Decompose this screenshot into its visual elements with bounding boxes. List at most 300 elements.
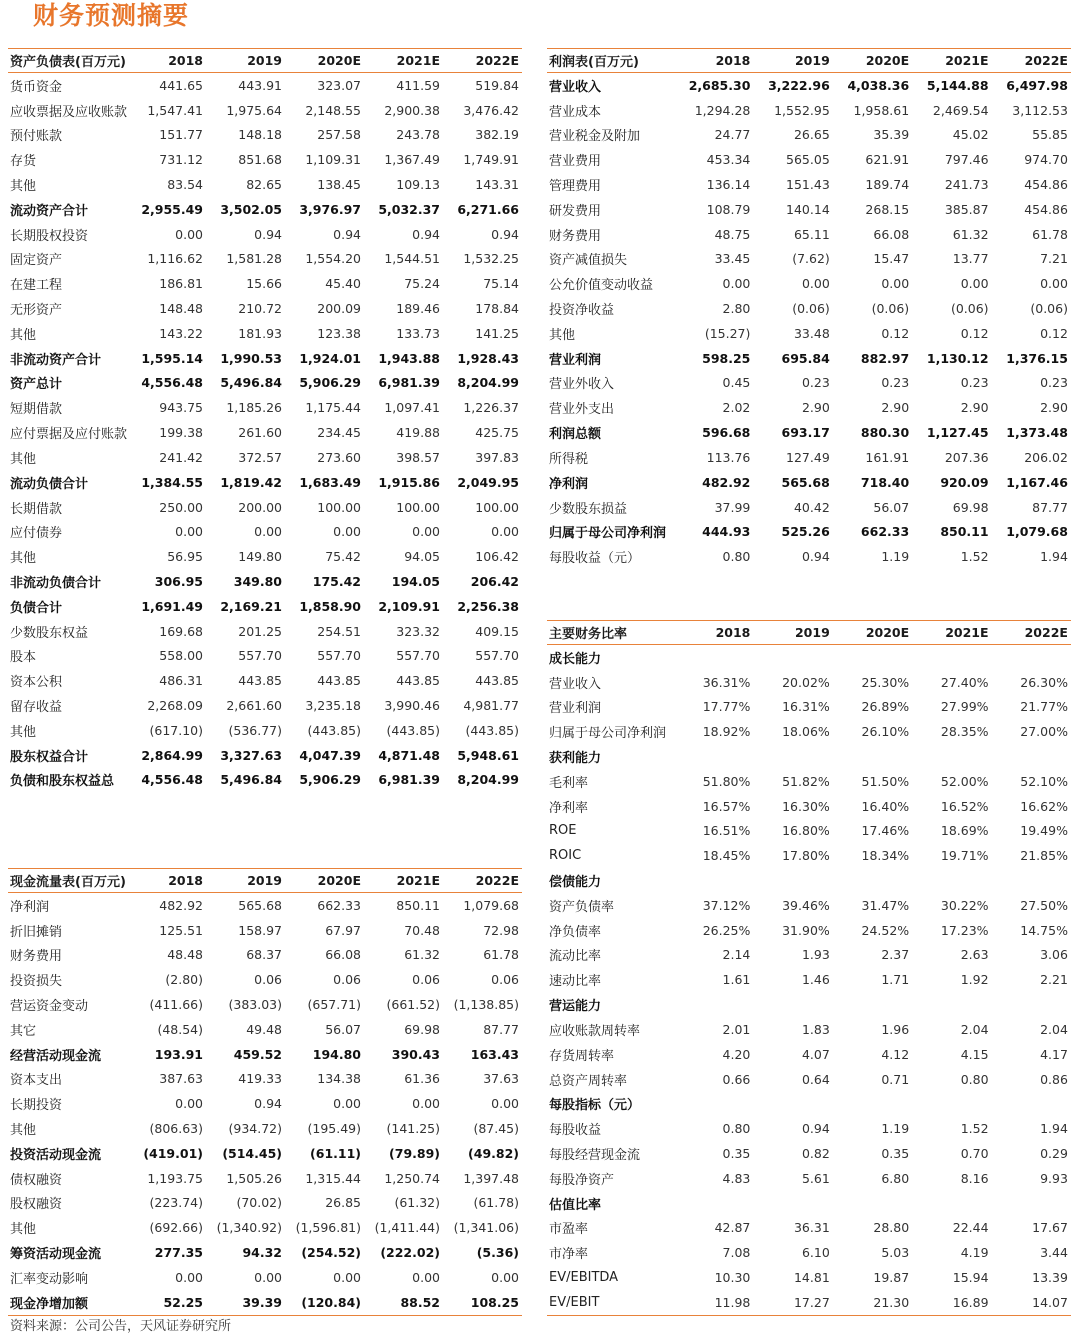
row-value: 0.00 bbox=[175, 226, 203, 242]
ratios-row bbox=[547, 769, 1071, 794]
row-value: 1,819.42 bbox=[220, 474, 282, 490]
balance-sheet-row bbox=[8, 619, 522, 644]
row-value: 0.45 bbox=[722, 375, 751, 391]
row-label: 速动比率 bbox=[549, 974, 602, 990]
row-value: 1,532.25 bbox=[463, 251, 519, 267]
row-label: 其他 bbox=[10, 1123, 37, 1139]
cash-flow-row bbox=[8, 942, 522, 967]
row-value: 49.48 bbox=[246, 1021, 282, 1037]
row-label: 利润总额 bbox=[549, 427, 602, 443]
row-value: 4.20 bbox=[722, 1046, 751, 1062]
row-value: 0.35 bbox=[722, 1145, 751, 1161]
row-value: (2.80) bbox=[165, 972, 203, 988]
row-value: 199.38 bbox=[159, 425, 204, 441]
row-value: 27.50% bbox=[1020, 897, 1068, 913]
row-value: 1,928.43 bbox=[457, 350, 519, 366]
row-value: 2,268.09 bbox=[147, 698, 203, 714]
row-label: 债权融资 bbox=[10, 1172, 63, 1188]
balance-sheet-row bbox=[8, 395, 522, 420]
row-label: 其他 bbox=[10, 724, 37, 740]
row-value: 61.32 bbox=[952, 226, 989, 242]
row-value: 3,327.63 bbox=[220, 747, 282, 763]
row-value: 16.62% bbox=[1020, 798, 1068, 814]
row-value: 178.84 bbox=[475, 301, 519, 317]
row-value: 0.23 bbox=[881, 375, 910, 391]
row-value: 5,144.88 bbox=[926, 77, 989, 93]
row-value: 17.27 bbox=[793, 1294, 830, 1310]
income-statement-row bbox=[547, 271, 1071, 296]
row-label: 流动资产合计 bbox=[10, 203, 89, 219]
row-label: 研发费用 bbox=[549, 203, 602, 219]
row-value: 17.80% bbox=[782, 848, 830, 864]
income-statement-row bbox=[547, 371, 1071, 396]
row-value: 5,496.84 bbox=[220, 375, 282, 391]
ratios-row bbox=[547, 694, 1071, 719]
row-value: 323.07 bbox=[317, 77, 361, 93]
row-value: 443.85 bbox=[475, 673, 519, 689]
ratios-row bbox=[547, 1091, 1071, 1116]
row-value: 693.17 bbox=[781, 425, 830, 441]
row-value: 133.73 bbox=[396, 325, 440, 341]
row-value: 0.35 bbox=[881, 1145, 910, 1161]
row-value: 3,502.05 bbox=[220, 201, 282, 217]
row-value: 22.44 bbox=[952, 1220, 989, 1236]
row-value: 1,858.90 bbox=[299, 598, 361, 614]
row-value: (7.62) bbox=[792, 251, 830, 267]
row-value: 0.71 bbox=[881, 1071, 910, 1087]
row-value: 19.71% bbox=[940, 848, 989, 864]
row-value: (661.52) bbox=[386, 996, 440, 1012]
row-value: 2.21 bbox=[1040, 972, 1068, 988]
balance-sheet-row bbox=[8, 247, 522, 272]
row-value: 94.05 bbox=[404, 549, 440, 565]
row-value: 61.78 bbox=[483, 947, 519, 963]
row-value: 4,047.39 bbox=[299, 747, 361, 763]
row-label: 负债和股东权益总 bbox=[10, 774, 115, 790]
row-label: 货币资金 bbox=[10, 79, 63, 95]
row-value: 372.57 bbox=[238, 449, 282, 465]
row-label: 每股收益 bbox=[549, 1123, 602, 1139]
ratios-row bbox=[547, 744, 1071, 769]
balance-sheet-row bbox=[8, 147, 522, 172]
row-value: 0.12 bbox=[881, 325, 910, 341]
row-value: 141.25 bbox=[475, 325, 519, 341]
row-value: 30.22% bbox=[940, 897, 989, 913]
row-label: 负债合计 bbox=[10, 600, 63, 616]
row-value: 1,109.31 bbox=[305, 152, 361, 168]
balance-sheet-row bbox=[8, 668, 522, 693]
cash-flow-row bbox=[8, 1265, 522, 1290]
row-value: 201.25 bbox=[238, 623, 282, 639]
row-value: 3,112.53 bbox=[1012, 102, 1068, 118]
row-value: 1.83 bbox=[801, 1021, 830, 1037]
row-value: 1.92 bbox=[960, 972, 989, 988]
row-value: 45.40 bbox=[325, 276, 361, 292]
row-value: 75.14 bbox=[483, 276, 519, 292]
ratios-row bbox=[547, 645, 1071, 670]
row-value: 100.00 bbox=[317, 499, 361, 515]
row-value: 14.07 bbox=[1032, 1294, 1068, 1310]
row-value: 2,685.30 bbox=[688, 77, 751, 93]
row-value: 3,476.42 bbox=[463, 102, 520, 118]
row-value: 27.00% bbox=[1020, 724, 1068, 740]
row-value: 0.00 bbox=[175, 524, 203, 540]
row-value: 17.46% bbox=[861, 823, 910, 839]
row-value: 149.80 bbox=[238, 549, 282, 565]
row-value: 61.32 bbox=[404, 947, 440, 963]
row-value: 731.12 bbox=[159, 152, 203, 168]
row-value: 1,294.28 bbox=[694, 102, 751, 118]
row-value: 1,185.26 bbox=[226, 400, 282, 416]
row-label: 投资净收益 bbox=[549, 303, 615, 319]
row-value: 557.70 bbox=[475, 648, 519, 664]
row-value: 0.00 bbox=[412, 524, 440, 540]
cash-flow-row bbox=[8, 1240, 522, 1265]
row-value: 565.05 bbox=[786, 152, 830, 168]
row-value: 5,948.61 bbox=[457, 747, 519, 763]
row-value: 558.00 bbox=[159, 648, 203, 664]
row-value: 21.77% bbox=[1020, 699, 1068, 715]
balance-sheet-row bbox=[8, 544, 522, 569]
row-value: 1,691.49 bbox=[141, 598, 203, 614]
row-label: 资产总计 bbox=[10, 377, 63, 393]
row-value: 210.72 bbox=[238, 301, 282, 317]
row-value: 9.93 bbox=[1040, 1170, 1068, 1186]
row-value: 268.15 bbox=[865, 201, 910, 217]
balance-sheet-row bbox=[8, 594, 522, 619]
source-note: 资料来源：公司公告，天风证券研究所 bbox=[10, 1319, 232, 1334]
row-value: 382.19 bbox=[475, 127, 519, 143]
row-value: 349.80 bbox=[233, 573, 282, 589]
row-value: 1,683.49 bbox=[299, 474, 361, 490]
row-label: 留存收益 bbox=[10, 700, 63, 716]
row-value: 596.68 bbox=[702, 425, 751, 441]
row-label: 营业利润 bbox=[549, 701, 602, 717]
row-value: 0.12 bbox=[960, 325, 989, 341]
row-value: (61.11) bbox=[310, 1145, 361, 1161]
row-value: (222.02) bbox=[380, 1245, 440, 1261]
row-value: 1.94 bbox=[1040, 1121, 1068, 1137]
row-value: 26.85 bbox=[325, 1195, 361, 1211]
balance-sheet-row bbox=[8, 346, 522, 371]
row-value: 1.19 bbox=[881, 1121, 910, 1137]
row-value: 61.78 bbox=[1032, 226, 1068, 242]
row-label: 净负债率 bbox=[549, 924, 602, 940]
row-value: 51.80% bbox=[702, 773, 751, 789]
row-value: 454.86 bbox=[1024, 201, 1068, 217]
cash-flow-table bbox=[8, 868, 522, 1316]
row-value: 443.91 bbox=[238, 77, 282, 93]
row-label: 其他 bbox=[10, 327, 37, 343]
row-value: 2,469.54 bbox=[932, 102, 989, 118]
row-value: 0.23 bbox=[1040, 375, 1068, 391]
row-value: 11.98 bbox=[714, 1294, 751, 1310]
row-value: 207.36 bbox=[944, 449, 989, 465]
income-statement-table bbox=[547, 48, 1071, 569]
balance-sheet-title: 资产负债表(百万元) bbox=[10, 54, 126, 70]
ratios-header-row bbox=[547, 620, 1071, 645]
row-value: 0.00 bbox=[1040, 276, 1068, 292]
cash-flow-row bbox=[8, 1042, 522, 1067]
ratios-row bbox=[547, 943, 1071, 968]
row-value: 28.80 bbox=[873, 1220, 910, 1236]
row-label: 毛利率 bbox=[549, 775, 589, 791]
row-value: (1,341.06) bbox=[453, 1220, 519, 1236]
row-label: 营业成本 bbox=[549, 104, 602, 120]
row-value: 4,038.36 bbox=[847, 77, 910, 93]
row-value: (443.85) bbox=[465, 722, 519, 738]
row-value: 18.92% bbox=[702, 724, 751, 740]
ratios-row bbox=[547, 893, 1071, 918]
row-value: 21.85% bbox=[1020, 848, 1068, 864]
row-value: 1.46 bbox=[801, 972, 830, 988]
ratios-row bbox=[547, 1265, 1071, 1290]
row-label: 在建工程 bbox=[10, 278, 63, 294]
row-value: 5.03 bbox=[881, 1245, 910, 1261]
row-value: 37.63 bbox=[483, 1071, 519, 1087]
year-column-header: 2019 bbox=[794, 624, 830, 640]
income-statement-row bbox=[547, 470, 1071, 495]
balance-sheet-row bbox=[8, 495, 522, 520]
row-value: 69.98 bbox=[952, 499, 989, 515]
row-value: 28.35% bbox=[940, 724, 989, 740]
row-value: 2,256.38 bbox=[457, 598, 519, 614]
ratios-row bbox=[547, 868, 1071, 893]
row-label: 预付账款 bbox=[10, 129, 63, 145]
row-value: 0.00 bbox=[412, 1096, 440, 1112]
row-label: 营业外支出 bbox=[549, 402, 615, 418]
row-value: 254.51 bbox=[317, 623, 361, 639]
row-value: 148.18 bbox=[238, 127, 282, 143]
row-value: 525.26 bbox=[781, 524, 830, 540]
row-value: 33.48 bbox=[793, 325, 830, 341]
row-value: 306.95 bbox=[154, 573, 203, 589]
row-value: 75.24 bbox=[404, 276, 440, 292]
row-value: 39.46% bbox=[782, 897, 830, 913]
row-value: 5,496.84 bbox=[220, 772, 282, 788]
row-value: 1,315.44 bbox=[305, 1170, 361, 1186]
row-value: (254.52) bbox=[301, 1245, 361, 1261]
row-value: 16.80% bbox=[782, 823, 830, 839]
row-value: 486.31 bbox=[159, 673, 203, 689]
row-value: 454.86 bbox=[1024, 176, 1068, 192]
row-value: 0.12 bbox=[1040, 325, 1068, 341]
row-value: 0.66 bbox=[722, 1071, 751, 1087]
cash-flow-row bbox=[8, 1017, 522, 1042]
row-value: 109.13 bbox=[396, 176, 440, 192]
row-value: (15.27) bbox=[704, 325, 751, 341]
year-column-header: 2018 bbox=[168, 872, 203, 888]
income-statement-row bbox=[547, 445, 1071, 470]
row-value: (657.71) bbox=[307, 996, 361, 1012]
balance-sheet-row bbox=[8, 420, 522, 445]
row-value: 4,556.48 bbox=[141, 772, 203, 788]
row-value: 0.00 bbox=[960, 276, 989, 292]
row-value: 241.73 bbox=[944, 176, 989, 192]
row-value: 19.49% bbox=[1020, 823, 1068, 839]
row-value: 3.06 bbox=[1040, 947, 1068, 963]
row-value: 0.86 bbox=[1040, 1071, 1068, 1087]
row-value: 1,749.91 bbox=[463, 152, 519, 168]
row-value: 48.48 bbox=[167, 947, 203, 963]
row-value: (514.45) bbox=[222, 1145, 282, 1161]
row-value: (87.45) bbox=[473, 1121, 519, 1137]
row-label: 应付票据及应付账款 bbox=[10, 427, 128, 443]
row-value: 16.57% bbox=[702, 798, 751, 814]
row-value: 0.94 bbox=[254, 226, 282, 242]
row-value: 4.12 bbox=[881, 1046, 910, 1062]
row-value: 82.65 bbox=[246, 176, 282, 192]
row-value: 6,981.39 bbox=[378, 375, 440, 391]
row-value: 2.90 bbox=[1040, 400, 1068, 416]
row-value: 0.06 bbox=[412, 972, 440, 988]
row-value: 0.06 bbox=[254, 972, 282, 988]
row-value: 1,990.53 bbox=[220, 350, 282, 366]
row-value: 243.78 bbox=[396, 127, 440, 143]
income-statement-row bbox=[547, 346, 1071, 371]
row-label: 其他 bbox=[10, 451, 37, 467]
row-value: 1,397.48 bbox=[463, 1170, 519, 1186]
row-value: 200.09 bbox=[317, 301, 361, 317]
row-value: 2.04 bbox=[1040, 1021, 1068, 1037]
row-value: (536.77) bbox=[228, 722, 282, 738]
cash-flow-row bbox=[8, 1141, 522, 1166]
row-value: 398.57 bbox=[396, 449, 440, 465]
cash-flow-title: 现金流量表(百万元) bbox=[10, 874, 126, 890]
row-value: 45.02 bbox=[952, 127, 989, 143]
row-value: (0.06) bbox=[871, 301, 910, 317]
row-value: 66.08 bbox=[873, 226, 910, 242]
row-value: 26.30% bbox=[1020, 674, 1068, 690]
row-value: 1,127.45 bbox=[926, 425, 989, 441]
row-value: 6,271.66 bbox=[457, 201, 519, 217]
row-value: 273.60 bbox=[317, 449, 361, 465]
row-value: 5,032.37 bbox=[378, 201, 440, 217]
ratios-row bbox=[547, 819, 1071, 844]
row-value: 850.11 bbox=[940, 524, 989, 540]
row-value: 1.71 bbox=[881, 972, 910, 988]
row-value: 409.15 bbox=[475, 623, 519, 639]
row-value: (79.89) bbox=[389, 1145, 440, 1161]
row-value: (141.25) bbox=[386, 1121, 440, 1137]
row-label: 其他 bbox=[10, 1222, 37, 1238]
row-value: 2.80 bbox=[722, 301, 751, 317]
row-value: 598.25 bbox=[702, 350, 751, 366]
row-label: EV/EBIT bbox=[549, 1294, 600, 1310]
row-value: 1,915.86 bbox=[378, 474, 440, 490]
financial-ratios-table bbox=[547, 620, 1071, 1316]
row-value: 257.58 bbox=[317, 127, 361, 143]
year-column-header: 2018 bbox=[715, 624, 751, 640]
row-value: 56.07 bbox=[873, 499, 910, 515]
row-value: 87.77 bbox=[1032, 499, 1068, 515]
ratios-row bbox=[547, 719, 1071, 744]
row-value: 206.42 bbox=[470, 573, 519, 589]
row-value: (0.06) bbox=[1030, 301, 1068, 317]
row-label: 非流动负债合计 bbox=[10, 575, 102, 591]
row-value: 1.19 bbox=[881, 549, 910, 565]
row-value: (1,340.92) bbox=[216, 1220, 282, 1236]
year-column-header: 2020E bbox=[865, 52, 910, 68]
row-value: (383.03) bbox=[228, 996, 282, 1012]
row-value: 390.43 bbox=[391, 1046, 440, 1062]
row-value: 161.91 bbox=[865, 449, 910, 465]
income-statement-row bbox=[547, 420, 1071, 445]
row-value: 15.47 bbox=[873, 251, 910, 267]
row-value: 1,581.28 bbox=[226, 251, 282, 267]
row-value: 0.80 bbox=[722, 549, 751, 565]
row-value: 186.81 bbox=[159, 276, 203, 292]
row-value: (120.84) bbox=[301, 1294, 361, 1310]
row-value: 2.90 bbox=[801, 400, 830, 416]
row-value: 40.42 bbox=[793, 499, 830, 515]
row-label: 无形资产 bbox=[10, 303, 63, 319]
row-value: 2,955.49 bbox=[141, 201, 203, 217]
row-value: 718.40 bbox=[860, 474, 910, 490]
balance-sheet-row bbox=[8, 718, 522, 743]
row-label: 每股指标（元） bbox=[549, 1098, 641, 1114]
row-value: 4.83 bbox=[722, 1170, 751, 1186]
cash-flow-row bbox=[8, 1067, 522, 1092]
cash-flow-row bbox=[8, 1166, 522, 1191]
row-value: 16.31% bbox=[782, 699, 830, 715]
row-value: 4.15 bbox=[960, 1046, 989, 1062]
row-value: 56.07 bbox=[325, 1021, 361, 1037]
row-value: 88.52 bbox=[400, 1294, 440, 1310]
row-value: 181.93 bbox=[238, 325, 282, 341]
row-value: 851.68 bbox=[238, 152, 282, 168]
row-value: 234.45 bbox=[317, 425, 362, 441]
row-value: 425.75 bbox=[475, 425, 520, 441]
row-value: 69.98 bbox=[404, 1021, 440, 1037]
row-label: 长期股权投资 bbox=[10, 228, 89, 244]
row-value: 5,906.29 bbox=[299, 375, 361, 391]
row-value: 16.30% bbox=[782, 798, 830, 814]
row-value: 136.14 bbox=[706, 176, 751, 192]
row-value: 100.00 bbox=[475, 499, 519, 515]
row-value: (70.02) bbox=[236, 1195, 282, 1211]
row-value: 0.00 bbox=[491, 524, 519, 540]
balance-sheet-row bbox=[8, 445, 522, 470]
row-value: 2,864.99 bbox=[141, 747, 203, 763]
row-value: 13.39 bbox=[1032, 1270, 1068, 1286]
row-label: 投资活动现金流 bbox=[10, 1147, 102, 1163]
row-value: 1,958.61 bbox=[853, 102, 910, 118]
row-value: 1.96 bbox=[881, 1021, 910, 1037]
row-value: 18.06% bbox=[782, 724, 830, 740]
row-label: 长期借款 bbox=[10, 501, 63, 517]
year-column-header: 2018 bbox=[715, 52, 751, 68]
income-statement-row bbox=[547, 73, 1071, 98]
row-value: 1,193.75 bbox=[147, 1170, 203, 1186]
row-label: 少数股东权益 bbox=[10, 625, 89, 641]
row-value: 26.65 bbox=[793, 127, 830, 143]
row-value: (934.72) bbox=[228, 1121, 282, 1137]
income-statement-row bbox=[547, 122, 1071, 147]
row-value: 193.91 bbox=[154, 1046, 203, 1062]
year-column-header: 2020E bbox=[317, 872, 361, 888]
row-value: 0.23 bbox=[960, 375, 989, 391]
row-value: 39.39 bbox=[242, 1294, 282, 1310]
row-value: 67.97 bbox=[325, 922, 361, 938]
row-label: 资产减值损失 bbox=[549, 253, 628, 269]
row-value: 1,175.44 bbox=[305, 400, 361, 416]
row-value: 70.48 bbox=[404, 922, 440, 938]
balance-sheet-header-row bbox=[8, 48, 522, 73]
row-value: 26.10% bbox=[861, 724, 910, 740]
row-value: 134.38 bbox=[317, 1071, 361, 1087]
row-value: 0.94 bbox=[254, 1096, 282, 1112]
